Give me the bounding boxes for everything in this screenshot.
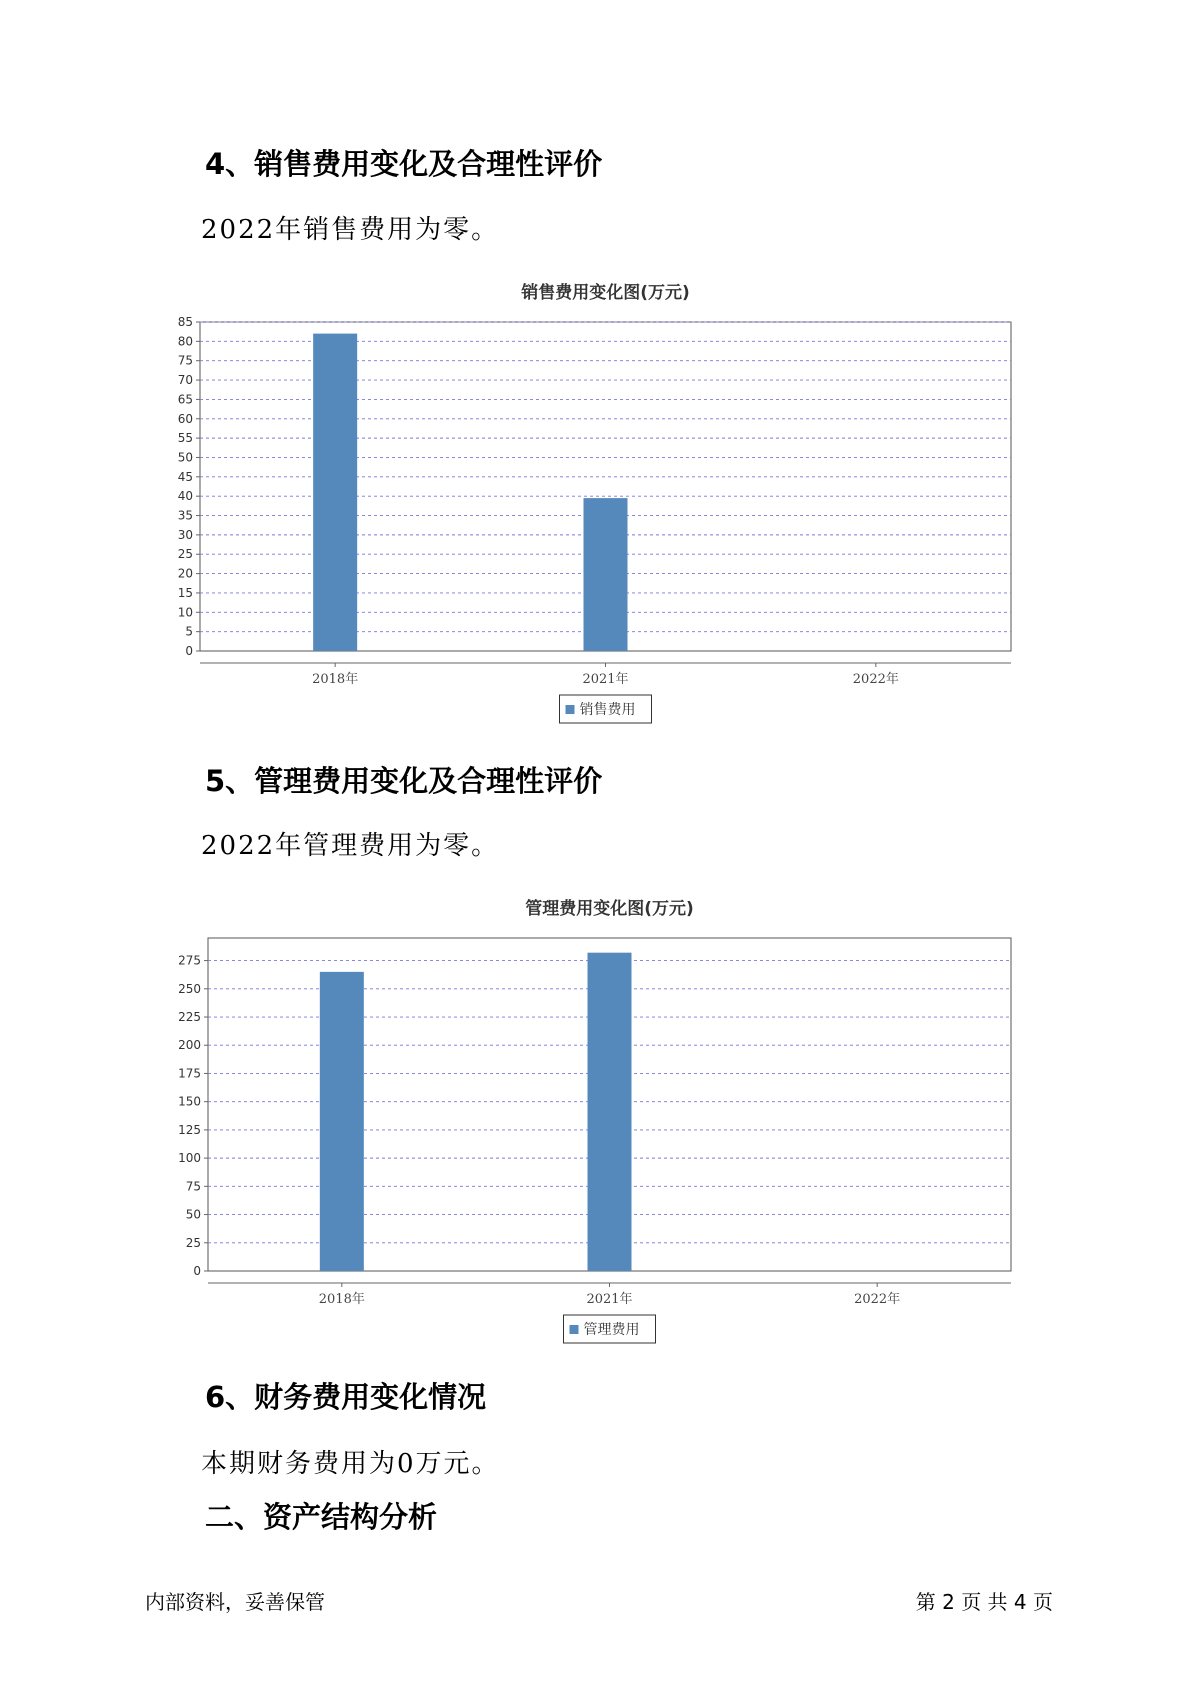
y-tick-label: 50 xyxy=(185,1207,201,1222)
y-tick-label: 25 xyxy=(185,1235,201,1250)
section-4-text: 2022年销售费用为零。 xyxy=(201,215,500,245)
y-tick-label: 25 xyxy=(177,547,193,562)
y-tick-label: 0 xyxy=(193,1264,201,1278)
chart-title: 管理费用变化图(万元) xyxy=(525,899,694,919)
bar-2021年 xyxy=(588,953,632,1271)
footer-page-number: 第 2 页 共 4 页 xyxy=(915,1590,1053,1614)
legend-swatch xyxy=(570,1325,579,1334)
y-tick-label: 75 xyxy=(185,1179,201,1194)
y-tick-label: 250 xyxy=(178,981,201,996)
y-tick-label: 50 xyxy=(177,450,193,465)
bar-2018年 xyxy=(320,972,364,1271)
y-tick-label: 35 xyxy=(177,508,193,523)
y-tick-label: 75 xyxy=(177,353,193,368)
y-tick-label: 200 xyxy=(178,1038,201,1053)
legend-swatch xyxy=(566,705,575,714)
y-tick-label: 0 xyxy=(185,644,193,658)
part-2-heading: 二、资产结构分析 xyxy=(205,1500,438,1534)
chart-title: 销售费用变化图(万元) xyxy=(521,283,690,303)
x-tick-label: 2021年 xyxy=(586,1292,633,1307)
section-6-heading: 6、财务费用变化情况 xyxy=(205,1380,487,1414)
x-tick-label: 2022年 xyxy=(854,1292,901,1307)
y-tick-label: 40 xyxy=(177,489,193,504)
y-tick-label: 70 xyxy=(177,373,193,388)
section-4-heading: 4、销售费用变化及合理性评价 xyxy=(205,147,603,181)
section-6-text: 本期财务费用为0万元。 xyxy=(201,1449,500,1479)
x-tick-label: 2018年 xyxy=(318,1292,365,1307)
y-tick-label: 85 xyxy=(177,315,193,329)
bar-2018年 xyxy=(313,334,357,651)
y-tick-label: 55 xyxy=(177,431,193,446)
x-tick-label: 2021年 xyxy=(582,672,629,687)
y-tick-label: 45 xyxy=(177,469,193,484)
footer-confidential-note: 内部资料，妥善保管 xyxy=(145,1590,325,1614)
sales-expense-chart-svg xyxy=(0,275,1191,745)
y-tick-label: 125 xyxy=(178,1122,201,1137)
admin-expense-chart-svg xyxy=(0,891,1191,1361)
section-5-heading: 5、管理费用变化及合理性评价 xyxy=(205,764,603,798)
y-tick-label: 10 xyxy=(177,605,193,620)
y-tick-label: 225 xyxy=(178,1010,201,1025)
y-tick-label: 15 xyxy=(177,585,193,600)
x-tick-label: 2018年 xyxy=(312,672,359,687)
y-tick-label: 80 xyxy=(177,334,193,349)
bar-2021年 xyxy=(584,498,628,651)
legend-label: 销售费用 xyxy=(579,702,636,718)
legend-label: 管理费用 xyxy=(583,1322,640,1338)
y-tick-label: 150 xyxy=(178,1094,201,1109)
y-tick-label: 275 xyxy=(178,953,201,968)
y-tick-label: 175 xyxy=(178,1066,201,1081)
y-tick-label: 30 xyxy=(177,527,193,542)
sales-expense-chart xyxy=(0,275,1191,745)
x-tick-label: 2022年 xyxy=(852,672,899,687)
admin-expense-chart xyxy=(0,891,1191,1361)
y-tick-label: 100 xyxy=(178,1151,201,1166)
y-tick-label: 5 xyxy=(185,624,193,639)
section-5-text: 2022年管理费用为零。 xyxy=(201,831,500,861)
y-tick-label: 60 xyxy=(177,411,193,426)
y-tick-label: 65 xyxy=(177,392,193,407)
y-tick-label: 20 xyxy=(177,566,193,581)
